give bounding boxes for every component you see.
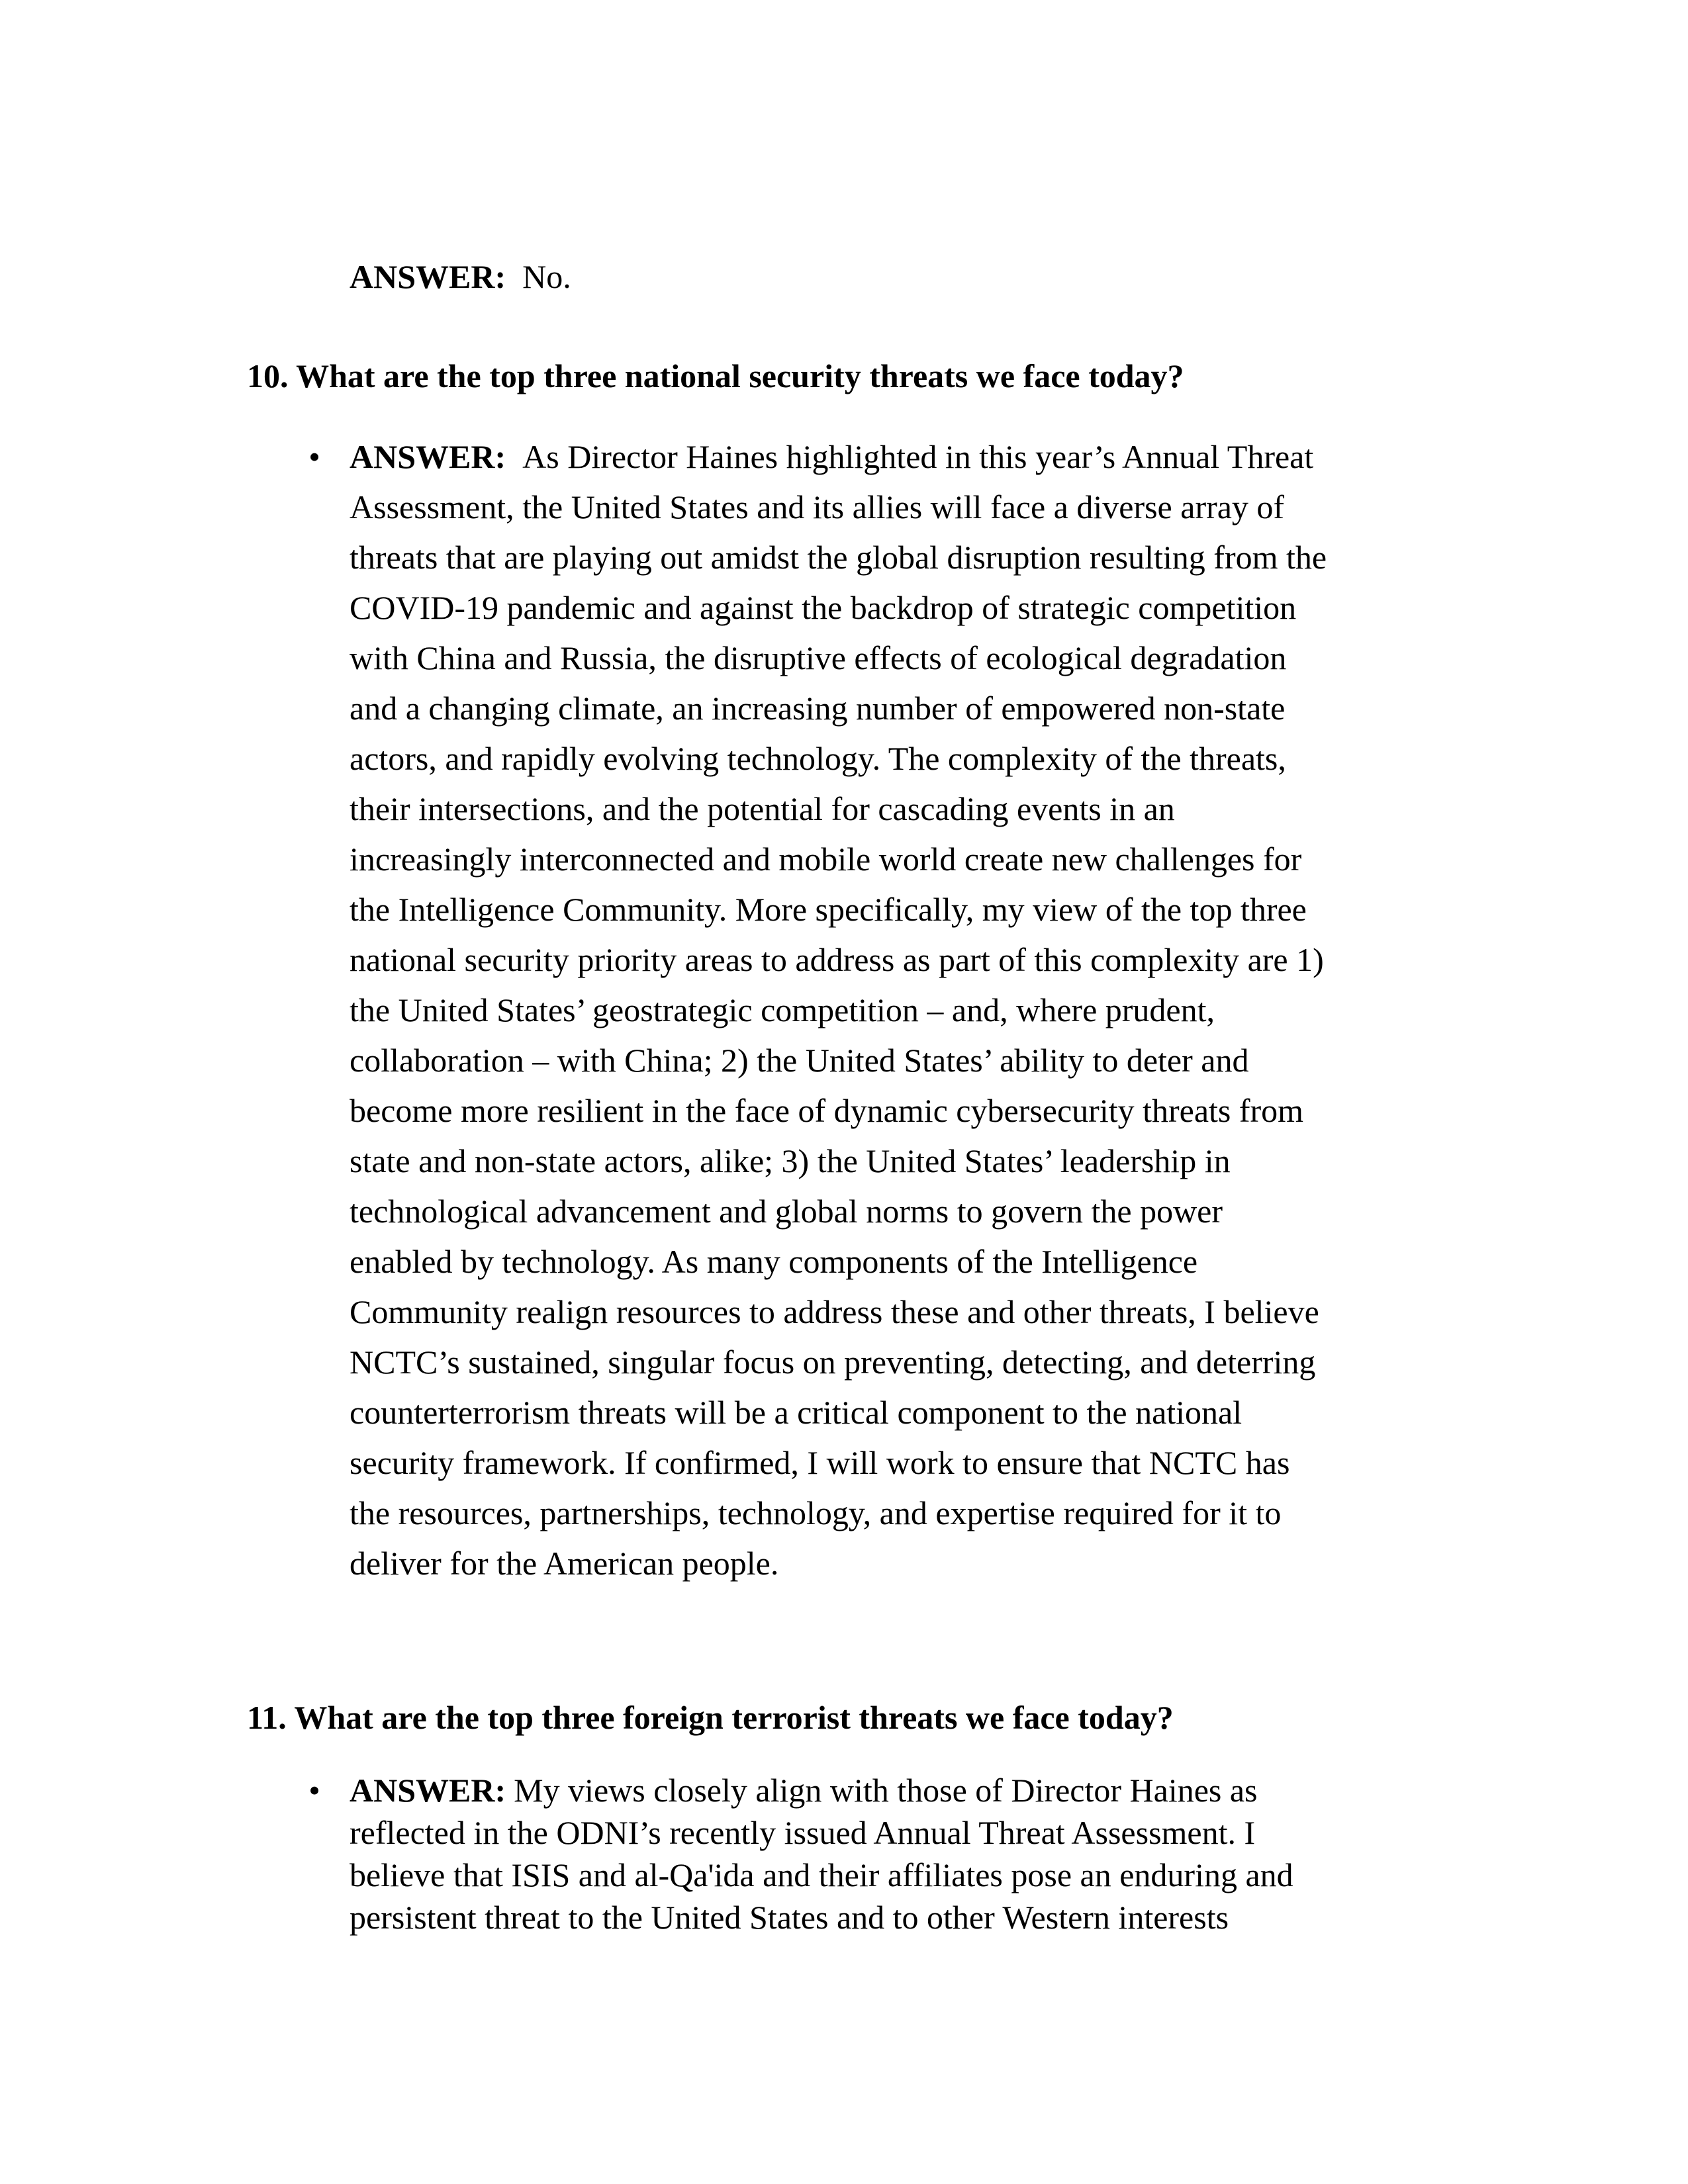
answer-line: and a changing climate, an increasing number of empowered non-state — [350, 690, 1286, 727]
top-answer-text: No. — [522, 258, 571, 295]
answer-line — [350, 432, 1327, 482]
answer-line: security framework. If confirmed, I will work to ensure that NCTC has — [350, 1444, 1290, 1481]
answer-line: state and non-state actors, alike; 3) the United States’ leadership in — [350, 1142, 1231, 1179]
answer-line: the resources, partnerships, technology, and expertise required for it to — [350, 1494, 1282, 1531]
bullet-icon: • — [308, 1772, 320, 1809]
answer-text: As Director Haines highlighted in this year’s Annual Threat — [522, 438, 1314, 475]
answer-label: ANSWER: — [350, 438, 506, 475]
answer-line: the Intelligence Community. More specifically, my view of the top three — [350, 891, 1307, 928]
answer-line: believe that ISIS and al-Qa'ida and their affiliates pose an enduring and — [350, 1856, 1293, 1893]
question-11-heading: 11. What are the top three foreign terrorist threats we face today? — [247, 1699, 1174, 1736]
answer-line: become more resilient in the face of dynamic cybersecurity threats from — [350, 1092, 1304, 1129]
answer-line: reflected in the ODNI’s recently issued Annual Threat Assessment. I — [350, 1814, 1256, 1851]
bullet-icon: • — [308, 438, 320, 475]
answer-line: threats that are playing out amidst the global disruption resulting from the — [350, 539, 1327, 576]
answer-line — [350, 1769, 1293, 1811]
question-11-answer — [308, 1769, 1293, 1938]
answer-line: counterterrorism threats will be a critical component to the national — [350, 1394, 1243, 1431]
answer-line: persistent threat to the United States and to other Western interests — [350, 1899, 1229, 1936]
top-answer-label: ANSWER: — [350, 258, 506, 295]
answer-label: ANSWER: — [350, 1772, 506, 1809]
answer-line: with China and Russia, the disruptive effects of ecological degradation — [350, 639, 1287, 676]
answer-text: My views closely align with those of Director Haines as — [514, 1772, 1258, 1809]
answer-line: deliver for the American people. — [350, 1545, 779, 1582]
answer-line: NCTC’s sustained, singular focus on preventing, detecting, and deterring — [350, 1343, 1316, 1381]
question-10-heading: 10. What are the top three national security threats we face today? — [247, 357, 1184, 394]
answer-line: COVID-19 pandemic and against the backdrop of strategic competition — [350, 589, 1297, 626]
answer-line: their intersections, and the potential for cascading events in an — [350, 790, 1175, 827]
answer-line: Assessment, the United States and its allies will face a diverse array of — [350, 488, 1285, 525]
answer-line: increasingly interconnected and mobile world create new challenges for — [350, 841, 1302, 878]
answer-line: collaboration – with China; 2) the United States’ ability to deter and — [350, 1042, 1249, 1079]
top-answer-line — [350, 255, 571, 298]
answer-line: Community realign resources to address these and other threats, I believe — [350, 1293, 1319, 1330]
question-10-answer — [308, 432, 1327, 1588]
answer-line: national security priority areas to address as part of this complexity are 1) — [350, 941, 1324, 978]
answer-line: enabled by technology. As many components of the Intelligence — [350, 1243, 1198, 1280]
answer-line: the United States’ geostrategic competition – and, where prudent, — [350, 991, 1215, 1028]
answer-line: technological advancement and global norms to govern the power — [350, 1193, 1223, 1230]
answer-line: actors, and rapidly evolving technology. The complexity of the threats, — [350, 740, 1286, 777]
